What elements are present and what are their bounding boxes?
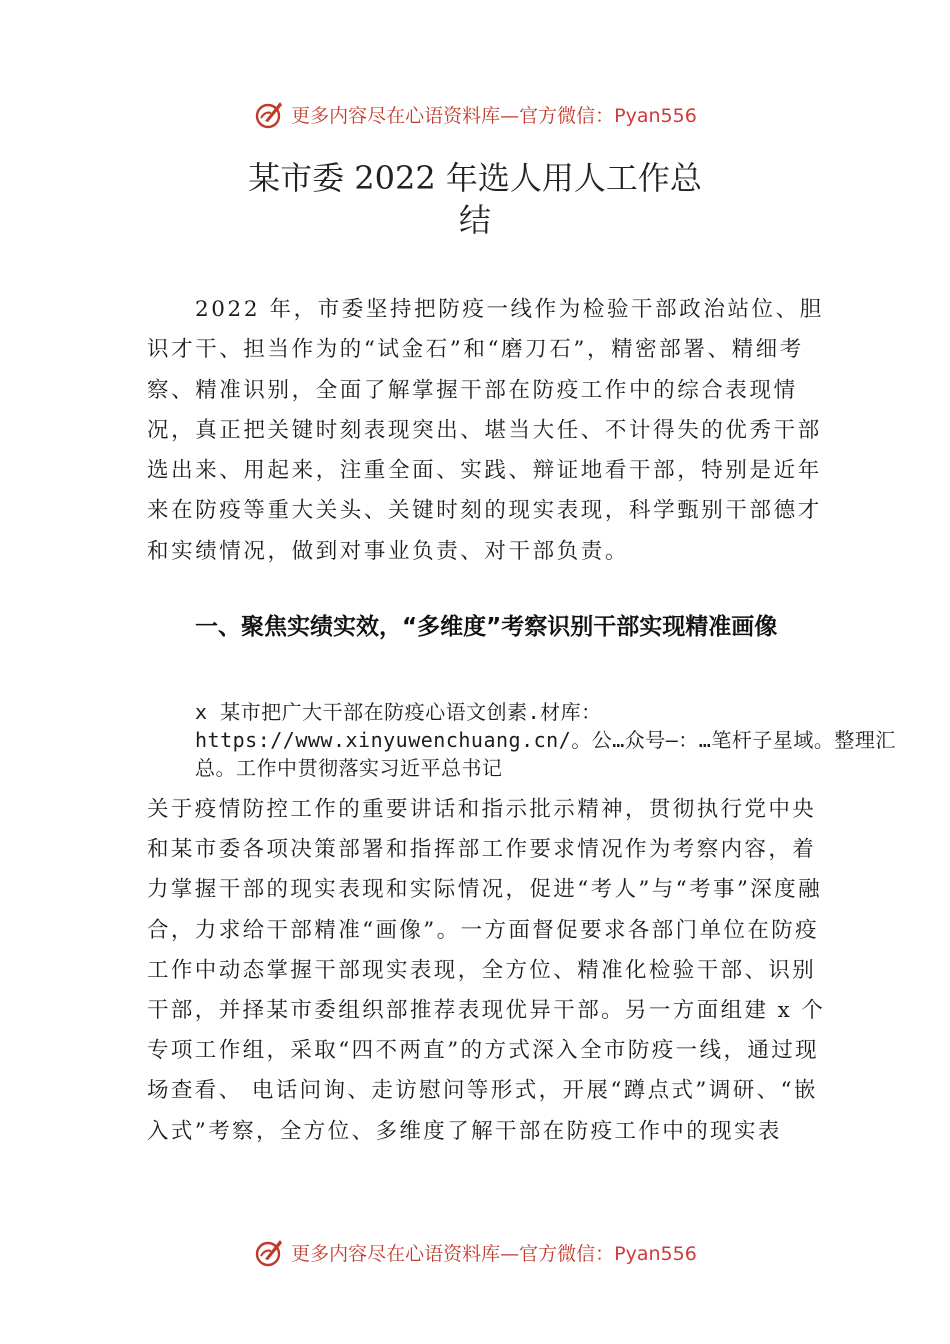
wechat-id: Pyan556 — [614, 1242, 697, 1265]
quill-pen-logo-icon — [253, 97, 287, 131]
document-title-line-2: 结 — [458, 201, 491, 239]
watermark-banner-top — [0, 94, 950, 134]
section-1-body: 关于疫情防控工作的重要讲话和指示批示精神，贯彻执行党中央和某市委各项决策部署和指挥部工作要求情况作为考察内容，着力掌握干部的现实表现和实际情况，促进“考人”与“考事”深度融合，力求给干部精准“画像”。一方面督促要求各部门单位在防疫工作中动态掌握干部现实表现，全方位、精准化检验干部、识别干部，并择某市委组织部推荐表现优异干部。另一方面组建 x 个专项工作组，采取“四不两直”的方式深入全市防疫一线，通过现场查看、 电话问询、走访慰问等形式，开展“蹲点式”调研、“嵌入式”考察，全方位、多维度了解干部在防疫工作中的现实表 — [147, 797, 826, 1144]
watermark-banner-bottom — [0, 1232, 950, 1272]
document-title-line-1: 某市委 2022 年选人用人工作总 — [248, 159, 702, 197]
intro-paragraph: 2022 年，市委坚持把防疫一线作为检验干部政治站位、胆识才干、担当作为的“试金石”和“磨刀石”，精密部署、精细考察、精准识别，全面了解掌握干部在防疫工作中的综合表现情况，真正把关键时刻表现突出、堪当大任、不计得失的优秀干部选出来、用起来，注重全面、实践、辩证地看干部，特别是近年来在防疫等重大关头、关键时刻的现实表现，科学甄别干部德才和实绩情况，做到对事业负责、对干部负责。 — [147, 297, 824, 564]
watermark-text: 更多内容尽在心语资料库—官方微信：Pyan556 — [291, 1242, 697, 1265]
section-1-inserted-text: x 某市把广大干部在防疫心语文创素.材库：https://www.xinyuwenchuang.cn/。公…众号—：…笔杆子星域。整理汇总。工作中贯彻落实习近平总书记 — [195, 700, 896, 780]
wechat-id: Pyan556 — [614, 104, 697, 127]
watermark-text: 更多内容尽在心语资料库—官方微信：Pyan556 — [291, 104, 697, 127]
quill-pen-logo-icon — [253, 1235, 287, 1269]
section-heading-1: 一、聚焦实绩实效，“多维度”考察识别干部实现精准画像 — [195, 614, 778, 640]
